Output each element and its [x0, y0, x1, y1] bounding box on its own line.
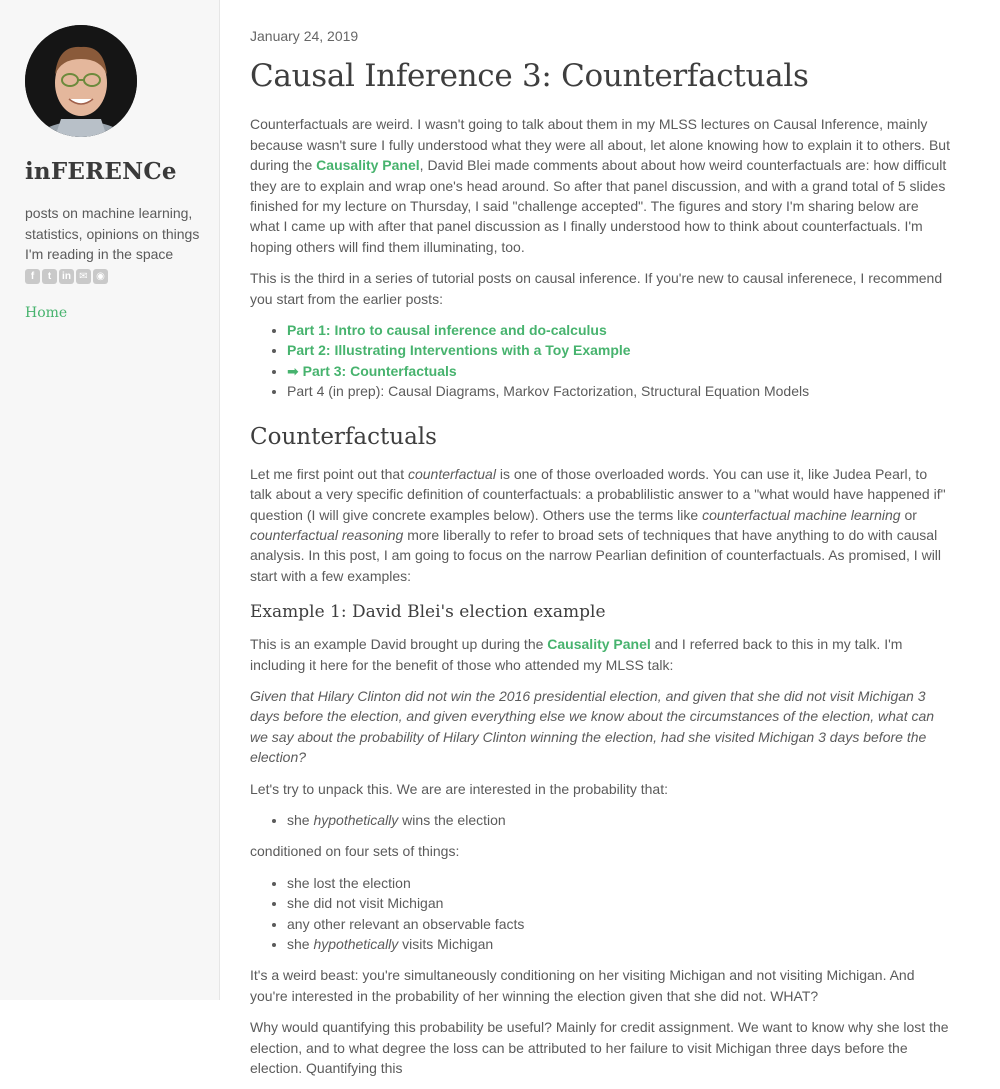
list-item: • she hypothetically wins the election [287, 810, 952, 830]
series-item-part3 [287, 361, 952, 381]
sidebar [0, 0, 220, 1000]
author-avatar[interactable] [25, 25, 137, 137]
series-intro: This is the third in a series of tutorial posts on causal inference. If you're new to causal inferenece, I recommend you start from the earlier posts: [250, 270, 943, 307]
quote-paragraph: Given that Hilary Clinton did not win the 2016 presidential election, and given that she did not visit Michigan 3 days before the election, and given everything else we know about the circumstances of the election, what can we say about the probability of Hilary Clinton winning the election, had she visited Michigan 3 days before the election? [250, 687, 935, 766]
causality-panel-link[interactable]: Causality Panel [316, 157, 420, 174]
series-item-part2 [287, 340, 952, 360]
part3-link[interactable]: ➡ Part 3: Counterfactuals [287, 362, 457, 379]
linkedin-icon[interactable]: in [59, 269, 74, 284]
section-heading: Counterfactuals [250, 423, 437, 450]
part1-link[interactable]: Part 1: Intro to causal inference and do-calculus [287, 322, 607, 339]
nav-home-link[interactable]: Home [25, 305, 68, 321]
intro-paragraph: Counterfactuals are weird. I wasn't going to talk about them in my MLSS lectures on Causal Inference, mainly because wasn't sure I fully understood what they were all about, let alone knowing how to explain it to others. But during the Causality Panel, David Blei made comments about about how weird counterfactuals are: how difficult they are to explain and wrap one's head around. So after that panel discussion, and with a grand total of 5 slides finished for my lecture on Thursday, I said "challenge accepted". The figures and story I'm sharing below are what I came up with after that panel discussion as I finally understood how to think about counterfactuals. I'm hoping others will find them illuminating, too. [250, 116, 950, 255]
series-item-part1 [287, 320, 952, 340]
example-paragraph: This is an example David brought up during the Causality Panel and I referred back to this in my talk. I'm including it here for the benefit of those who attended my MLSS talk: [250, 636, 903, 673]
twitter-icon[interactable]: t [42, 269, 57, 284]
conditioned-paragraph: conditioned on four sets of things: [250, 843, 460, 860]
weird-paragraph: It's a weird beast: you're simultaneously conditioning on her visiting Michigan and not visiting Michigan. And you're interested in the probability of her winning the election given that she did not. WHAT? [250, 967, 915, 1004]
conditions-list [250, 873, 952, 955]
example-heading: Example 1: David Blei's election example [250, 602, 606, 623]
facebook-icon[interactable]: f [25, 269, 40, 284]
site-title[interactable]: inFERENCe [25, 158, 177, 185]
site-description: posts on machine learning, statistics, opinions on things I'm reading in the space [25, 205, 200, 262]
list-item: • she hypothetically visits Michigan [287, 934, 952, 954]
email-icon[interactable]: ✉ [76, 269, 91, 284]
post-title: Causal Inference 3: Counterfactuals [250, 58, 809, 95]
post-date: January 24, 2019 [250, 28, 359, 44]
series-list [250, 320, 952, 402]
part2-link[interactable]: Part 2: Illustrating Interventions with a Toy Example [287, 342, 631, 359]
unpack-list [250, 810, 952, 830]
list-item: • she did not visit Michigan [287, 893, 952, 913]
section-paragraph: Let me first point out that counterfactual is one of those overloaded words. You can use it, like Judea Pearl, to talk about a very specific definition of counterfactuals: a probablilistic answer to a "what would have happened if" question (I will give concrete examples below). Others use the terms like counterfactual machine learning or counterfactual reasoning more liberally to refer to broad sets of techniques that have anything to do with causal analysis. In this post, I am going to focus on the narrow Pearlian definition of counterfactuals. As promised, I will start with a few examples: [250, 465, 946, 584]
social-links [25, 269, 108, 284]
author-portrait-image [25, 25, 137, 137]
series-item-part4: • Part 4 (in prep): Causal Diagrams, Markov Factorization, Structural Equation Models [287, 381, 952, 401]
post-content [250, 26, 952, 1089]
causality-panel-link-2[interactable]: Causality Panel [547, 636, 651, 653]
why-paragraph: Why would quantifying this probability be useful? Mainly for credit assignment. We want to know why she lost the election, and to what degree the loss can be attributed to her failure to visit Michigan three days before the election. Quantifying this [250, 1019, 949, 1077]
unpack-paragraph: Let's try to unpack this. We are are interested in the probability that: [250, 780, 668, 797]
list-item: • she lost the election [287, 873, 952, 893]
rss-icon[interactable]: ◉ [93, 269, 108, 284]
list-item: • any other relevant an observable facts [287, 914, 952, 934]
